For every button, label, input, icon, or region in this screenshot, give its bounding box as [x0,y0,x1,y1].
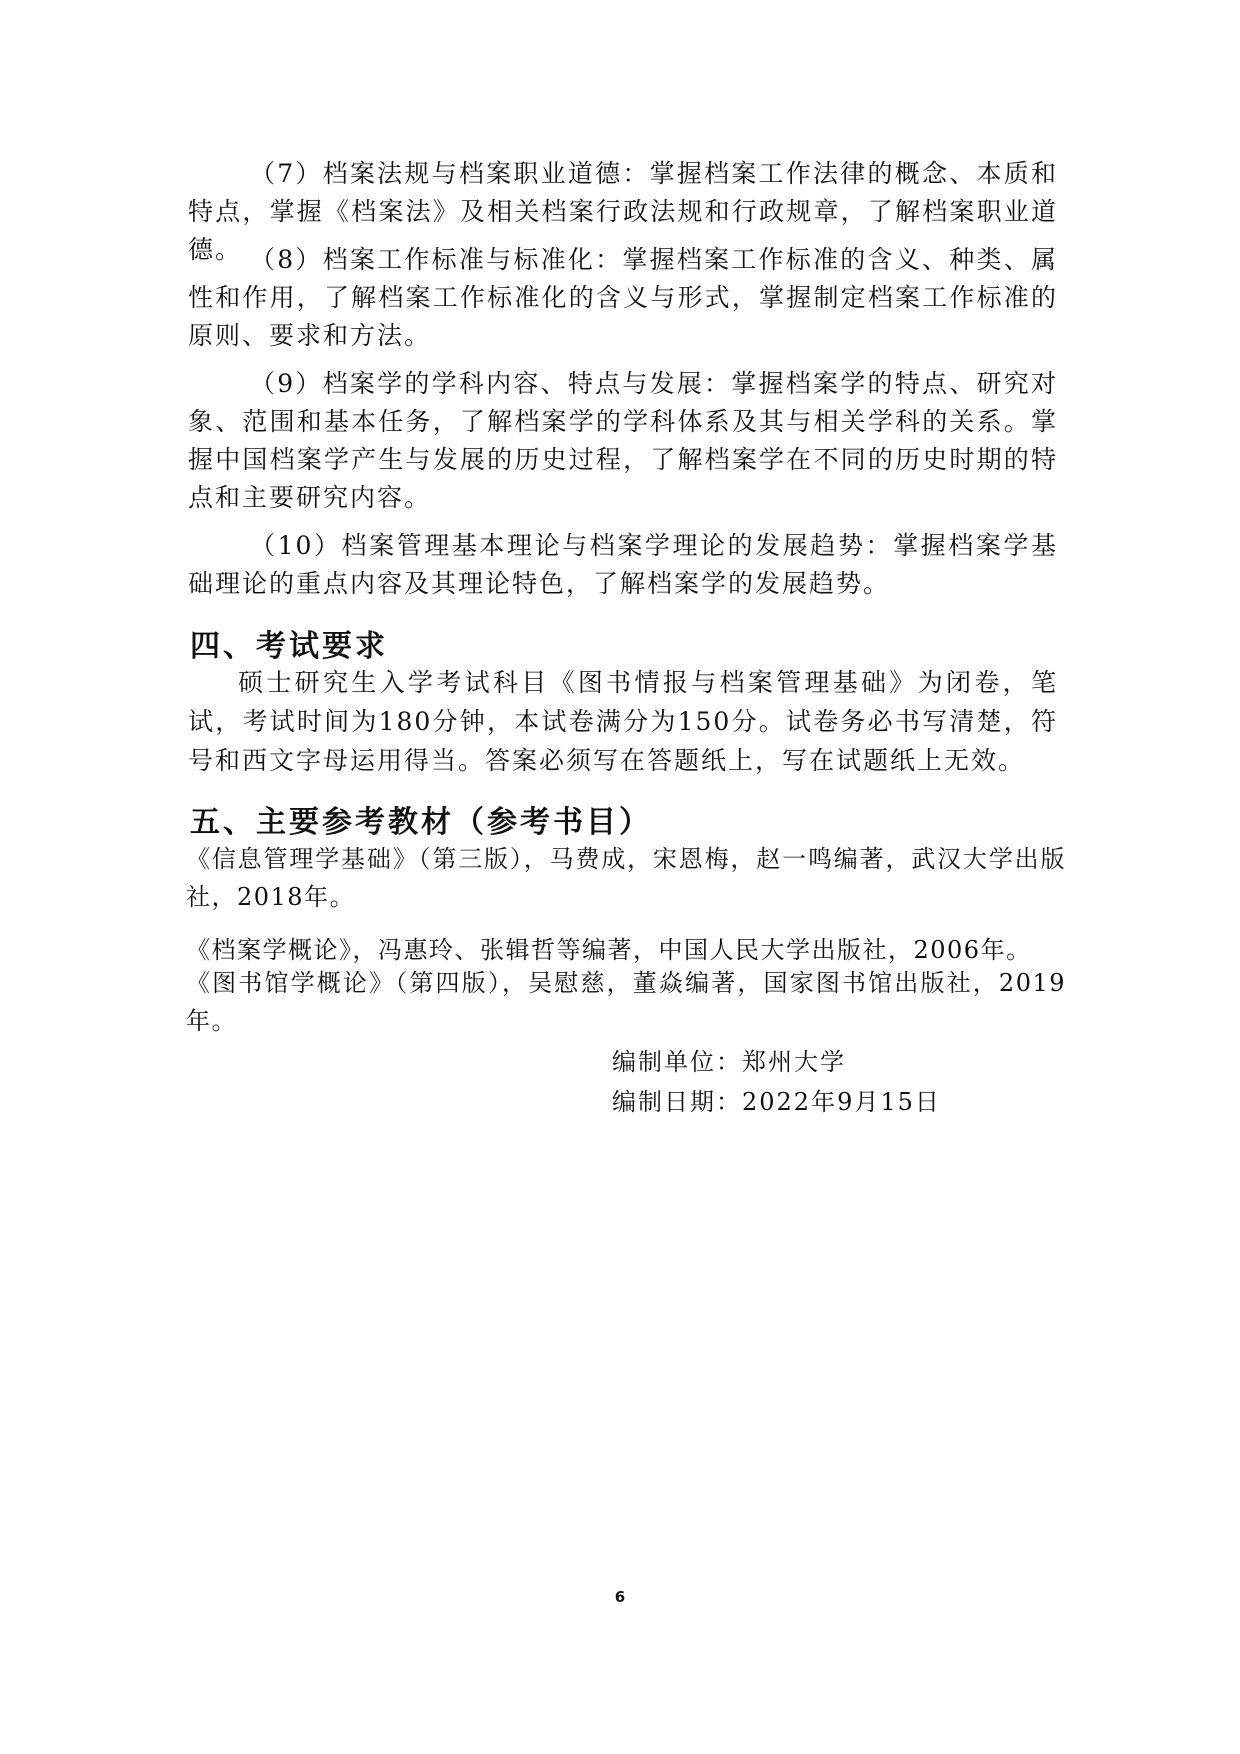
reference-item: 《图书馆学概论》（第四版），吴慰慈，董焱编著，国家图书馆出版社，2019 年。 [186,969,1066,1035]
page-number: 6 [614,1588,626,1606]
exam-requirements-text: 硕士研究生入学考试科目《图书情报与档案管理基础》为闭卷，笔试，考试时间为180分钟，本试卷满分为150分。试卷务必书写清楚，符号和西文字母运用得当。答案必须写在答题纸上，写在试题纸上无效。 [188,668,1058,775]
syllabus-item-8: （8）档案工作标准与标准化：掌握档案工作标准的含义、种类、属性和作用，了解档案工作标准化的含义与形式，掌握制定档案工作标准的原则、要求和方法。 [188,245,1058,350]
section-heading-exam-requirements: 四、考试要求 [190,629,388,664]
reference-item: 《档案学概论》，冯惠玲、张辑哲等编著，中国人民大学出版社，2006年。 [186,936,1032,964]
compiling-date: 编制日期：2022年9月15日 [612,1088,941,1116]
reference-item: 《信息管理学基础》（第三版），马费成，宋恩梅，赵一鸣编著，武汉大学出版社，2018年。 [186,845,1066,911]
syllabus-item-7: （7）档案法规与档案职业道德：掌握档案工作法律的概念、本质和特点，掌握《档案法》及相关档案行政法规和行政规章，了解档案职业道德。 [188,159,1058,264]
syllabus-item-10: （10）档案管理基本理论与档案学理论的发展趋势：掌握档案学基础理论的重点内容及其理论特色，了解档案学的发展趋势。 [188,531,1058,598]
syllabus-item-9: （9）档案学的学科内容、特点与发展：掌握档案学的特点、研究对象、范围和基本任务，了解档案学的学科体系及其与相关学科的关系。掌握中国档案学产生与发展的历史过程，了解档案学在不同的历史时期的特点和主要研究内容。 [188,369,1058,512]
section-heading-references: 五、主要参考教材（参考书目） [190,805,652,840]
compiling-unit: 编制单位：郑州大学 [612,1048,846,1076]
